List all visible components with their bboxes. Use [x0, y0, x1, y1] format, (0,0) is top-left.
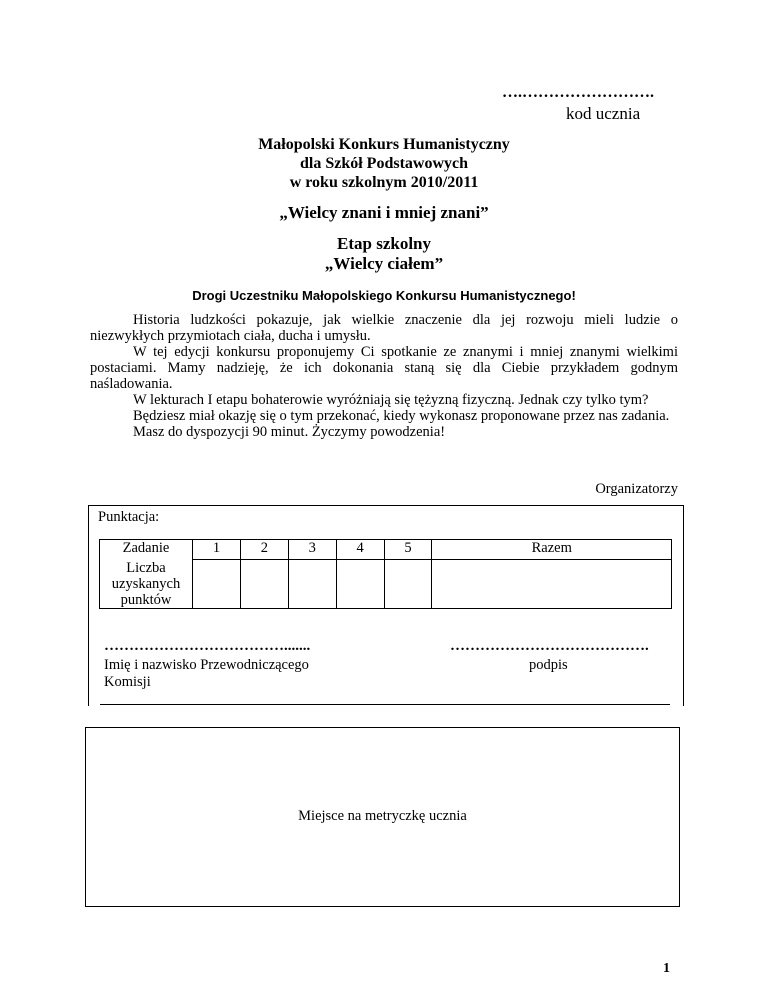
intro-text [90, 312, 678, 440]
signature-label: podpis [529, 657, 568, 673]
chair-signature-dots: ………………………………....... [104, 638, 311, 654]
scoring-label: Punktacja: [98, 509, 160, 525]
points-header: Liczba uzyskanych punktów [100, 560, 193, 609]
table-row [100, 560, 672, 609]
chair-name-label: Imię i nazwisko Przewodniczącego Komisji [104, 657, 309, 690]
column-header: 3 [288, 540, 336, 560]
points-cell[interactable] [288, 560, 336, 609]
points-cell[interactable] [240, 560, 288, 609]
task-header: Zadanie [100, 540, 193, 560]
greeting: Drogi Uczestniku Małopolskiego Konkursu Humanistycznego! [192, 288, 576, 303]
points-cell[interactable] [193, 560, 241, 609]
title-line-2: dla Szkół Podstawowych [299, 155, 469, 172]
contest-title [0, 135, 768, 192]
table-row [100, 540, 672, 560]
points-cell[interactable] [384, 560, 432, 609]
paragraph: Masz do dyspozycji 90 minut. Życzymy powodzenia! [133, 424, 446, 440]
column-header: 2 [240, 540, 288, 560]
column-header: 4 [336, 540, 384, 560]
title-line-3: w roku szkolnym 2010/2011 [289, 174, 479, 191]
title-line-1: Małopolski Konkurs Humanistyczny [258, 136, 510, 153]
paragraph: Będziesz miał okazję się o tym przekonać, kiedy wykonasz proponowane przez nas zadania. [133, 408, 670, 424]
paragraph: Historia ludzkości pokazuje, jak wielkie znaczenie dla jej rozwoju mieli ludzie o niezwykłych przymiotach ciała, ducha i umysłu. [90, 312, 678, 344]
stage-block [0, 234, 768, 274]
signature-dots: …………………………………. [450, 638, 649, 654]
stage-label: Etap szkolny [337, 234, 431, 253]
scoring-box-divider [100, 704, 670, 705]
column-header: Razem [432, 540, 672, 560]
student-code-label: kod ucznia [566, 104, 641, 123]
paragraph: W tej edycji konkursu proponujemy Ci spotkanie ze znanymi i mniej znanymi wielkimi postaciami. Mamy nadzieję, że ich dokonania staną się dla Ciebie przykładem godnym naśladowania. [90, 344, 678, 392]
column-header: 5 [384, 540, 432, 560]
metryczka-box [85, 727, 680, 907]
column-header: 1 [193, 540, 241, 560]
points-cell[interactable] [432, 560, 672, 609]
paragraph: W lekturach I etapu bohaterowie wyróżniają się tężyzną fizyczną. Jednak czy tylko tym? [133, 392, 649, 408]
contest-motto: „Wielcy znani i mniej znani” [279, 203, 489, 222]
stage-name: „Wielcy ciałem” [324, 254, 444, 273]
page-number: 1 [663, 961, 670, 976]
metryczka-label: Miejsce na metryczkę ucznia [298, 808, 467, 824]
student-code-dots: ….……………………. [502, 84, 654, 101]
organizers: Organizatorzy [595, 481, 678, 497]
scoring-table [99, 539, 672, 609]
points-cell[interactable] [336, 560, 384, 609]
